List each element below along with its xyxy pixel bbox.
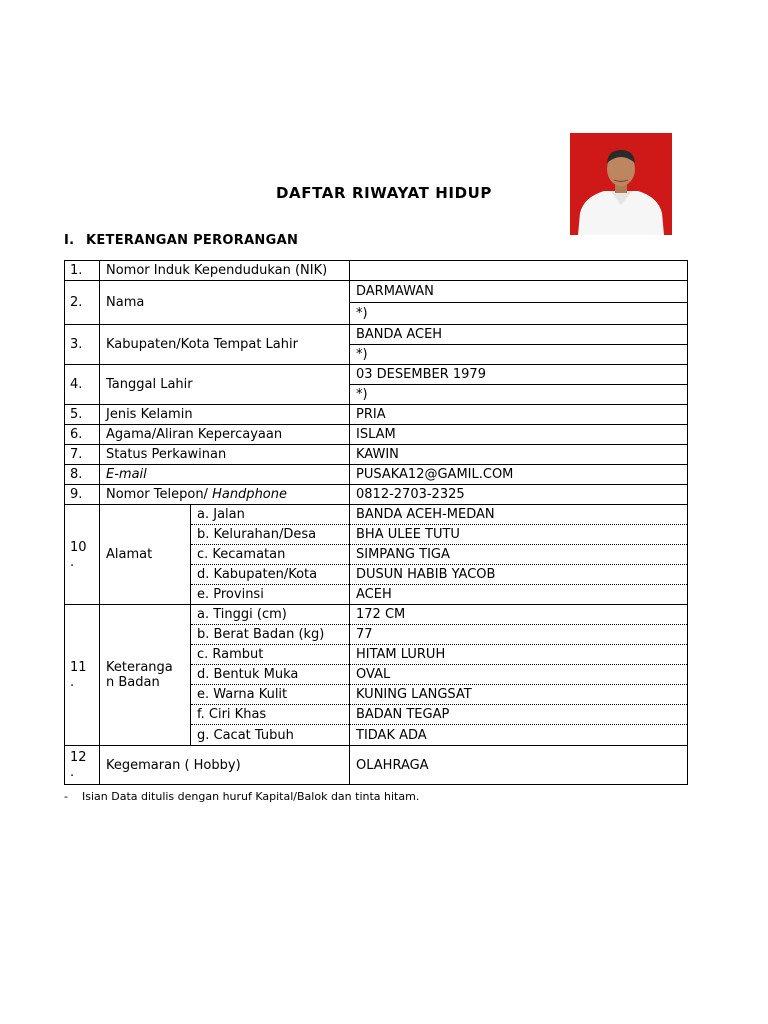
birthdate-note: *): [350, 385, 688, 405]
table-row: [65, 405, 688, 425]
birthplace-value: BANDA ACEH: [350, 325, 688, 345]
phone-label-italic: Handphone: [212, 487, 287, 502]
sub-label: a. Tinggi (cm): [191, 605, 350, 625]
sub-label: e. Warna Kulit: [191, 685, 350, 705]
row-number: 1.: [65, 261, 100, 281]
hair-value: HITAM LURUH: [350, 645, 688, 665]
skin-color-value: KUNING LANGSAT: [350, 685, 688, 705]
name-value: DARMAWAN: [350, 281, 688, 303]
row-label: Nomor Induk Kependudukan (NIK): [100, 261, 350, 281]
address-regency-value: DUSUN HABIB YACOB: [350, 565, 688, 585]
row-number: 4.: [65, 365, 100, 405]
sub-label: a. Jalan: [191, 505, 350, 525]
footnote-dash: -: [64, 790, 68, 803]
table-row: [65, 261, 688, 281]
row-number-line1: 11: [70, 660, 87, 675]
sub-label: d. Bentuk Muka: [191, 665, 350, 685]
face-shape-value: OVAL: [350, 665, 688, 685]
address-village-value: BHA ULEE TUTU: [350, 525, 688, 545]
table-row: [65, 281, 688, 303]
name-note: *): [350, 303, 688, 325]
row-label: Nama: [100, 281, 350, 325]
phone-value: 0812-2703-2325: [350, 485, 688, 505]
sub-label: g. Cacat Tubuh: [191, 725, 350, 746]
row-label-line1: Keteranga: [106, 660, 173, 675]
footnote: [64, 790, 419, 803]
sub-label: c. Rambut: [191, 645, 350, 665]
document-title: DAFTAR RIWAYAT HIDUP: [275, 184, 493, 202]
table-row: [65, 465, 688, 485]
email-value: PUSAKA12@GAMIL.COM: [350, 465, 688, 485]
row-label-line2: n Badan: [106, 675, 160, 690]
row-number: 7.: [65, 445, 100, 465]
row-number-line1: 10: [70, 539, 87, 555]
row-number-line1: 12: [70, 750, 87, 765]
row-number-line2: .: [70, 675, 75, 690]
row-number: [65, 505, 100, 605]
birthplace-note: *): [350, 345, 688, 365]
address-province-value: ACEH: [350, 585, 688, 605]
table-row: [65, 365, 688, 385]
row-label: Alamat: [100, 505, 191, 605]
row-label: Status Perkawinan: [100, 445, 350, 465]
sub-label: b. Kelurahan/Desa: [191, 525, 350, 545]
row-label: [100, 485, 350, 505]
personal-info-table: [64, 260, 688, 785]
sub-label: c. Kecamatan: [191, 545, 350, 565]
row-label: Agama/Aliran Kepercayaan: [100, 425, 350, 445]
row-number-line2: .: [70, 765, 75, 780]
sub-label: b. Berat Badan (kg): [191, 625, 350, 645]
address-street-value: BANDA ACEH-MEDAN: [350, 505, 688, 525]
row-number: 6.: [65, 425, 100, 445]
row-label: Kegemaran ( Hobby): [100, 746, 350, 785]
table-row: [65, 605, 688, 625]
table-row: [65, 505, 688, 525]
row-number: [65, 746, 100, 785]
table-row: [65, 325, 688, 345]
row-label: Jenis Kelamin: [100, 405, 350, 425]
gender-value: PRIA: [350, 405, 688, 425]
row-number: 8.: [65, 465, 100, 485]
nik-value: [350, 261, 688, 281]
table-row: [65, 425, 688, 445]
disability-value: TIDAK ADA: [350, 725, 688, 746]
row-label: Kabupaten/Kota Tempat Lahir: [100, 325, 350, 365]
sub-label: d. Kabupaten/Kota: [191, 565, 350, 585]
table-row: [65, 485, 688, 505]
hobby-value: OLAHRAGA: [350, 746, 688, 785]
distinctive-feature-value: BADAN TEGAP: [350, 705, 688, 725]
section-heading: [64, 233, 298, 248]
birthdate-value: 03 DESEMBER 1979: [350, 365, 688, 385]
section-label: KETERANGAN PERORANGAN: [86, 233, 299, 248]
footnote-text: Isian Data ditulis dengan huruf Kapital/Balok dan tinta hitam.: [82, 790, 420, 803]
height-value: 172 CM: [350, 605, 688, 625]
table-row: [65, 746, 688, 785]
row-number: 5.: [65, 405, 100, 425]
row-label: [100, 605, 191, 746]
section-number: I.: [64, 233, 75, 248]
row-label: E-mail: [100, 465, 350, 485]
address-district-value: SIMPANG TIGA: [350, 545, 688, 565]
phone-label-text: Nomor Telepon/: [106, 487, 213, 502]
row-number: 2.: [65, 281, 100, 325]
table-row: [65, 445, 688, 465]
row-number: 9.: [65, 485, 100, 505]
row-number: [65, 605, 100, 746]
religion-value: ISLAM: [350, 425, 688, 445]
row-number-line2: .: [70, 554, 75, 570]
weight-value: 77: [350, 625, 688, 645]
sub-label: f. Ciri Khas: [191, 705, 350, 725]
row-number: 3.: [65, 325, 100, 365]
marital-status-value: KAWIN: [350, 445, 688, 465]
sub-label: e. Provinsi: [191, 585, 350, 605]
row-label: Tanggal Lahir: [100, 365, 350, 405]
